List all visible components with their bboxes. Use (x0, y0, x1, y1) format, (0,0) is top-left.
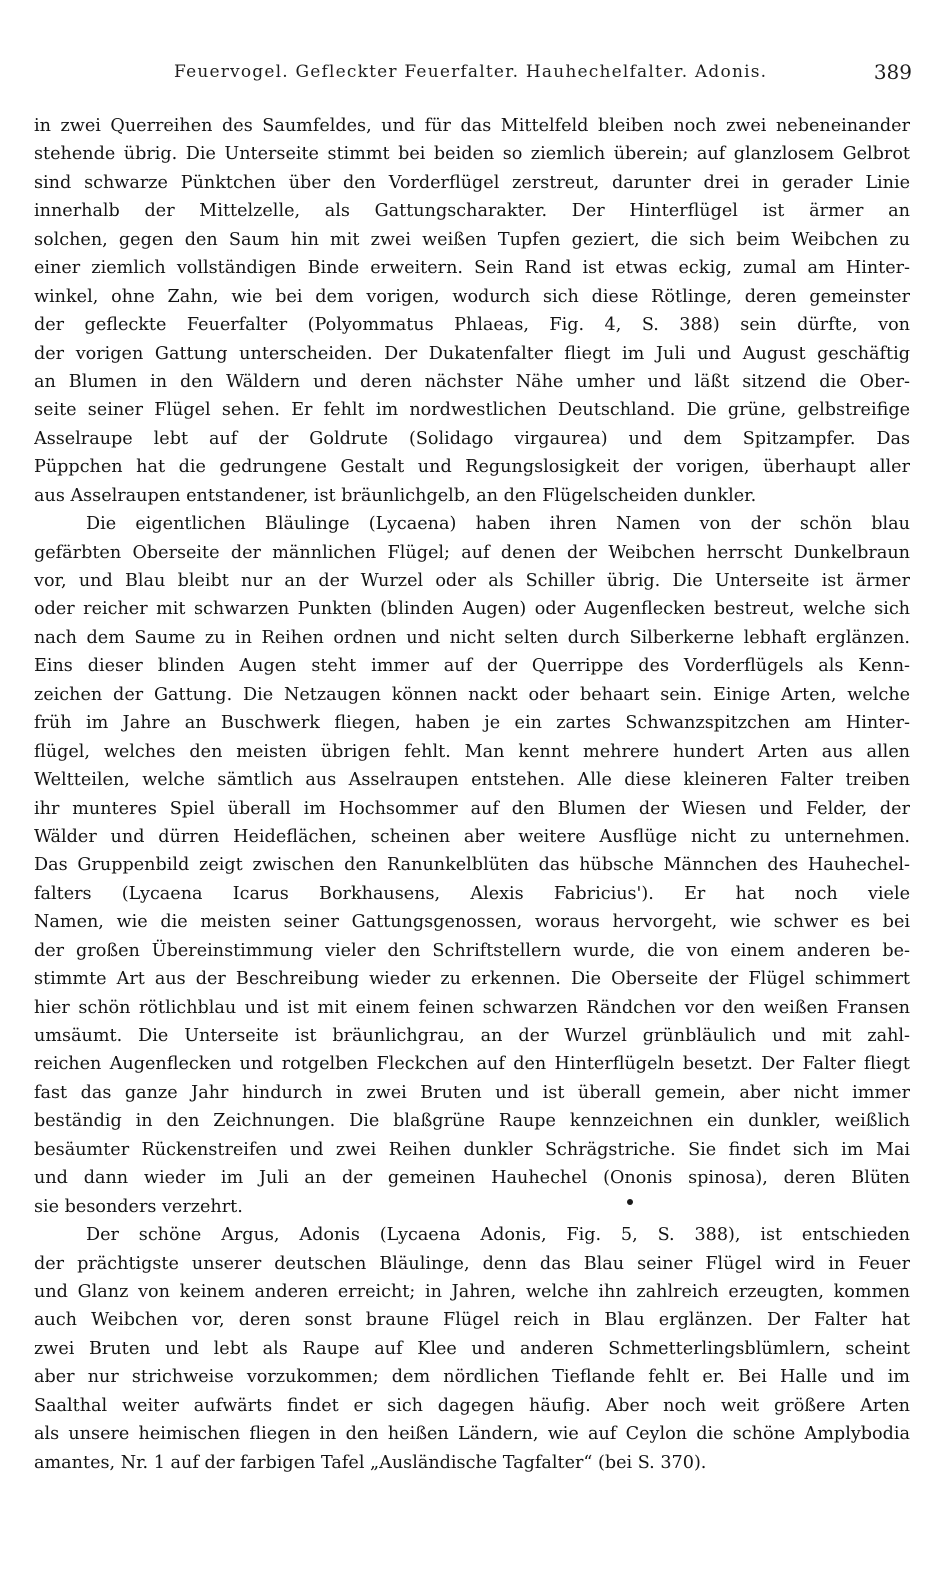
text-line: zeichen der Gattung. Die Netzaugen können nackt oder behaart sein. Einige Arten, welche (34, 684, 910, 705)
text-line: umsäumt. Die Unterseite ist bräunlichgrau, an der Wurzel grünbläulich und mit zahl- (34, 1026, 910, 1046)
text-line: der gefleckte Feuerfalter (Polyommatus Phlaeas, Fig. 4, S. 388) sein dürfte, von (34, 315, 910, 336)
text-line: einer ziemlich vollständigen Binde erweitern. Sein Rand ist etwas eckig, zumal am Hinter- (34, 258, 910, 279)
text-line: besäumter Rückenstreifen und zwei Reihen dunkler Schrägstriche. Sie findet sich im Mai (34, 1139, 910, 1160)
text-line: oder reicher mit schwarzen Punkten (blinden Augen) oder Augenflecken bestreut, welche sich (34, 599, 910, 620)
running-title: Feuervogel. Gefleckter Feuerfalter. Hauhechelfalter. Adonis. (174, 62, 768, 82)
text-line: innerhalb der Mittelzelle, als Gattungscharakter. Der Hinterflügel ist ärmer an (34, 201, 910, 222)
text-line: solchen, gegen den Saum hin mit zwei weißen Tupfen geziert, die sich beim Weibchen zu (34, 229, 910, 250)
text-line: der vorigen Gattung unterscheiden. Der Dukatenfalter fliegt im Juli und August geschäftig (34, 343, 910, 364)
paragraph-feuerfalter (34, 112, 910, 510)
text-line: reichen Augenflecken und rotgelben Fleckchen auf den Hinterflügeln besetzt. Der Falter fliegt (34, 1054, 910, 1075)
paragraph-blaeulinge (34, 510, 910, 1221)
text-line: Namen, wie die meisten seiner Gattungsgenossen, woraus hervorgeht, wie schwer es bei (34, 912, 910, 933)
text-line: fast das ganze Jahr hindurch in zwei Bruten und ist überall gemein, aber nicht immer (34, 1082, 910, 1103)
text-line: Püppchen hat die gedrungene Gestalt und Regungslosigkeit der vorigen, überhaupt aller (34, 457, 910, 478)
text-line: falters (Lycaena Icarus Borkhausens, Alexis Fabricius'). Er hat noch viele (34, 883, 910, 904)
running-head (34, 60, 914, 90)
body-text (34, 112, 910, 1477)
text-line: flügel, welches den meisten übrigen fehlt. Man kennt mehrere hundert Arten aus allen (34, 741, 910, 762)
text-line: stehende übrig. Die Unterseite stimmt bei beiden so ziemlich überein; auf glanzlosem Gelbrot (34, 144, 910, 165)
text-line: und dann wieder im Juli an der gemeinen Hauhechel (Ononis spinosa), deren Blüten (34, 1168, 910, 1189)
text-line: der großen Übereinstimmung vieler den Schriftstellern wurde, die von einem anderen be- (34, 940, 910, 961)
text-line: nach dem Saume zu in Reihen ordnen und nicht selten durch Silberkerne lebhaft erglänzen. (34, 627, 910, 648)
text-line: Die eigentlichen Bläulinge (Lycaena) haben ihren Namen von der schön blau (86, 514, 910, 535)
text-line: an Blumen in den Wäldern und deren nächster Nähe umher und läßt sitzend die Ober- (34, 371, 910, 392)
text-line: aus Asselraupen entstandener, ist bräunlichgelb, an den Flügelscheiden dunkler. (34, 485, 757, 506)
text-line: früh im Jahre an Buschwerk fliegen, haben je ein zartes Schwanzspitzchen am Hinter- (34, 713, 910, 734)
text-line: stimmte Art aus der Beschreibung wieder zu erkennen. Die Oberseite der Flügel schimmert (34, 969, 910, 990)
text-line: winkel, ohne Zahn, wie bei dem vorigen, wodurch sich diese Rötlinge, deren gemeinster (34, 286, 910, 307)
text-line: als unsere heimischen fliegen in den heißen Ländern, wie auf Ceylon die schöne Amplybodia (34, 1424, 910, 1445)
text-line: sie besonders verzehrt. (34, 1196, 243, 1217)
text-line: hier schön rötlichblau und ist mit einem feinen schwarzen Rändchen vor den weißen Fransen (34, 997, 910, 1018)
text-line: Der schöne Argus, Adonis (Lycaena Adonis, Fig. 5, S. 388), ist entschieden (86, 1225, 910, 1246)
text-line: und Glanz von keinem anderen erreicht; in Jahren, welche ihn zahlreich erzeugten, kommen (34, 1281, 910, 1302)
text-line: Weltteilen, welche sämtlich aus Asselraupen entstehen. Alle diese kleineren Falter treiben (34, 770, 910, 791)
text-line: amantes, Nr. 1 auf der farbigen Tafel „Ausländische Tagfalter“ (bei S. 370). (34, 1452, 707, 1473)
text-line: aber nur strichweise vorzukommen; dem nördlichen Tieflande fehlt er. Bei Halle und im (34, 1367, 910, 1388)
text-line: zwei Bruten und lebt als Raupe auf Klee und anderen Schmetterlingsblümlern, scheint (34, 1338, 910, 1359)
text-line: Eins dieser blinden Augen steht immer auf der Querrippe des Vorderflügels als Kenn- (34, 656, 910, 677)
paragraph-adonis (34, 1221, 910, 1477)
text-line: sind schwarze Pünktchen über den Vorderflügel zerstreut, darunter drei in gerader Linie (34, 172, 910, 193)
text-line: Wälder und dürren Heideflächen, scheinen aber weitere Ausflüge nicht zu unternehmen. (34, 826, 910, 847)
text-line: vor, und Blau bleibt nur an der Wurzel oder als Schiller übrig. Die Unterseite ist ärmer (34, 571, 910, 591)
text-line: Asselraupe lebt auf der Goldrute (Solidago virgaurea) und dem Spitzampfer. Das (34, 428, 910, 449)
text-line: der prächtigste unserer deutschen Bläulinge, denn das Blau seiner Flügel wird in Feuer (34, 1253, 910, 1274)
text-line: gefärbten Oberseite der männlichen Flügel; auf denen der Weibchen herrscht Dunkelbraun (34, 542, 910, 563)
text-line: in zwei Querreihen des Saumfeldes, und für das Mittelfeld bleiben noch zwei nebeneinander (34, 116, 910, 136)
page-number: 389 (873, 60, 912, 84)
text-line: ihr munteres Spiel überall im Hochsommer auf den Blumen der Wiesen und Felder, der (34, 798, 910, 819)
text-line: beständig in den Zeichnungen. Die blaßgrüne Raupe kennzeichnen ein dunkler, weißlich (34, 1111, 910, 1132)
text-line: Das Gruppenbild zeigt zwischen den Ranunkelblüten das hübsche Männchen des Hauhechel- (34, 855, 910, 876)
ink-dot-mark (627, 1199, 633, 1205)
text-line: auch Weibchen vor, deren sonst braune Flügel reich in Blau erglänzen. Der Falter hat (34, 1310, 910, 1331)
text-line: seite seiner Flügel sehen. Er fehlt im nordwestlichen Deutschland. Die grüne, gelbstreifige (34, 400, 910, 421)
text-line: Saalthal weiter aufwärts findet er sich dagegen häufig. Aber noch weit größere Arten (34, 1395, 910, 1416)
